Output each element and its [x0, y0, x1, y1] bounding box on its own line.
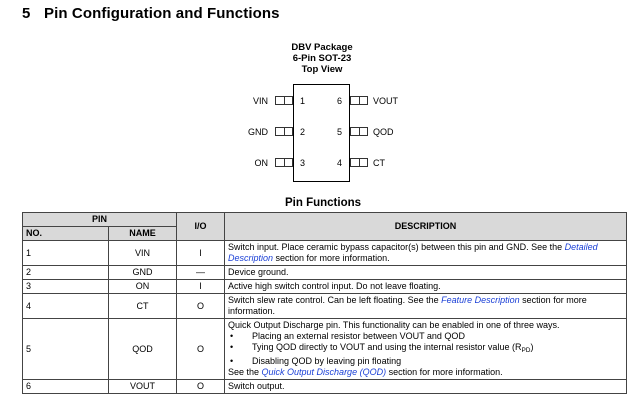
- bullet-item: [228, 356, 623, 367]
- pin-number: 6: [337, 96, 343, 106]
- table-row: [23, 380, 627, 394]
- bullet-item: [228, 331, 623, 342]
- pin-label: ON: [254, 158, 268, 168]
- section-number: 5: [22, 5, 31, 22]
- pin-label: VIN: [252, 96, 268, 106]
- pin-io: O: [177, 319, 225, 380]
- pin-io: O: [177, 380, 225, 394]
- pin-io: I: [177, 241, 225, 266]
- pin-description: [225, 294, 627, 319]
- pin-description: [225, 319, 627, 380]
- bullet-icon: •: [230, 356, 234, 366]
- pin-functions-table: [22, 212, 627, 394]
- package-caption: [262, 42, 382, 75]
- table-row: [23, 241, 627, 266]
- desc-text: Switch input. Place ceramic bypass capacitor(s) between this pin and GND. See the: [228, 242, 565, 252]
- pin-pad: [350, 127, 368, 136]
- pin-no: 4: [23, 294, 109, 319]
- table-row: [23, 294, 627, 319]
- header-pin: PIN: [23, 213, 177, 227]
- header-name: NAME: [109, 227, 177, 241]
- desc-text: section for more information.: [273, 253, 390, 263]
- package-type: 6-Pin SOT-23: [292, 53, 352, 64]
- pin-io: O: [177, 294, 225, 319]
- pin-no: 5: [23, 319, 109, 380]
- section-heading: [22, 5, 280, 22]
- pin-no: 2: [23, 266, 109, 280]
- pin-io: —: [177, 266, 225, 280]
- bullet-text: Disabling QOD by leaving pin floating: [252, 356, 402, 366]
- pin-name: QOD: [109, 319, 177, 380]
- desc-footer: [228, 367, 623, 378]
- pin-no: 6: [23, 380, 109, 394]
- pin-label: QOD: [373, 127, 394, 137]
- bullet-icon: •: [230, 331, 234, 341]
- pin-description: Device ground.: [225, 266, 627, 280]
- pin-pad: [350, 158, 368, 167]
- desc-intro: Quick Output Discharge pin. This functionality can be enabled in one of three ways.: [228, 320, 560, 330]
- pin-number: 5: [337, 127, 343, 137]
- pin-description: Active high switch control input. Do not leave floating.: [225, 280, 627, 294]
- pin-no: 1: [23, 241, 109, 266]
- table-row: [23, 280, 627, 294]
- pin-pad: [275, 158, 293, 167]
- pin-name: VIN: [109, 241, 177, 266]
- desc-text: section for more information.: [386, 367, 503, 377]
- pin-number: 3: [300, 158, 306, 168]
- pin-name: VOUT: [109, 380, 177, 394]
- pin-number: 4: [337, 158, 343, 168]
- pin-name: GND: [109, 266, 177, 280]
- desc-text: See the: [228, 367, 262, 377]
- desc-text: Switch slew rate control. Can be left floating. See the: [228, 295, 442, 305]
- detailed-description-link[interactable]: Detailed Description: [228, 242, 598, 263]
- header-description: DESCRIPTION: [225, 213, 627, 241]
- feature-description-link[interactable]: Feature Description: [441, 295, 520, 305]
- subscript: PD: [521, 347, 531, 354]
- bullet-text-close: ): [530, 342, 534, 352]
- table-row: [23, 266, 627, 280]
- pin-label: VOUT: [373, 96, 399, 106]
- pin-label: CT: [373, 158, 385, 168]
- table-title: Pin Functions: [284, 197, 362, 209]
- bullet-text: [252, 342, 533, 356]
- package-view: Top View: [301, 64, 343, 75]
- pin-name: ON: [109, 280, 177, 294]
- bullet-item: [228, 342, 623, 356]
- pin-pad: [275, 96, 293, 105]
- pin-number: 2: [300, 127, 306, 137]
- pin-number: 1: [300, 96, 306, 106]
- table-row: [23, 319, 627, 380]
- pin-pad: [350, 96, 368, 105]
- pin-no: 3: [23, 280, 109, 294]
- pin-label: GND: [248, 127, 268, 137]
- package-name: DBV Package: [291, 42, 353, 53]
- pin-pad: [275, 127, 293, 136]
- bullet-icon: •: [230, 342, 234, 352]
- section-title: Pin Configuration and Functions: [44, 5, 280, 22]
- bullet-text-main: Tying QOD directly to VOUT and using the internal resistor value (R: [252, 342, 522, 352]
- pin-description: [225, 241, 627, 266]
- qod-section-link[interactable]: Quick Output Discharge (QOD): [261, 367, 387, 377]
- pin-description: Switch output.: [225, 380, 627, 394]
- bullet-text: Placing an external resistor between VOUT and QOD: [252, 331, 465, 341]
- header-io: I/O: [177, 213, 225, 241]
- desc-text: section for more information.: [228, 295, 587, 316]
- pin-io: I: [177, 280, 225, 294]
- pin-name: CT: [109, 294, 177, 319]
- header-no: NO.: [23, 227, 109, 241]
